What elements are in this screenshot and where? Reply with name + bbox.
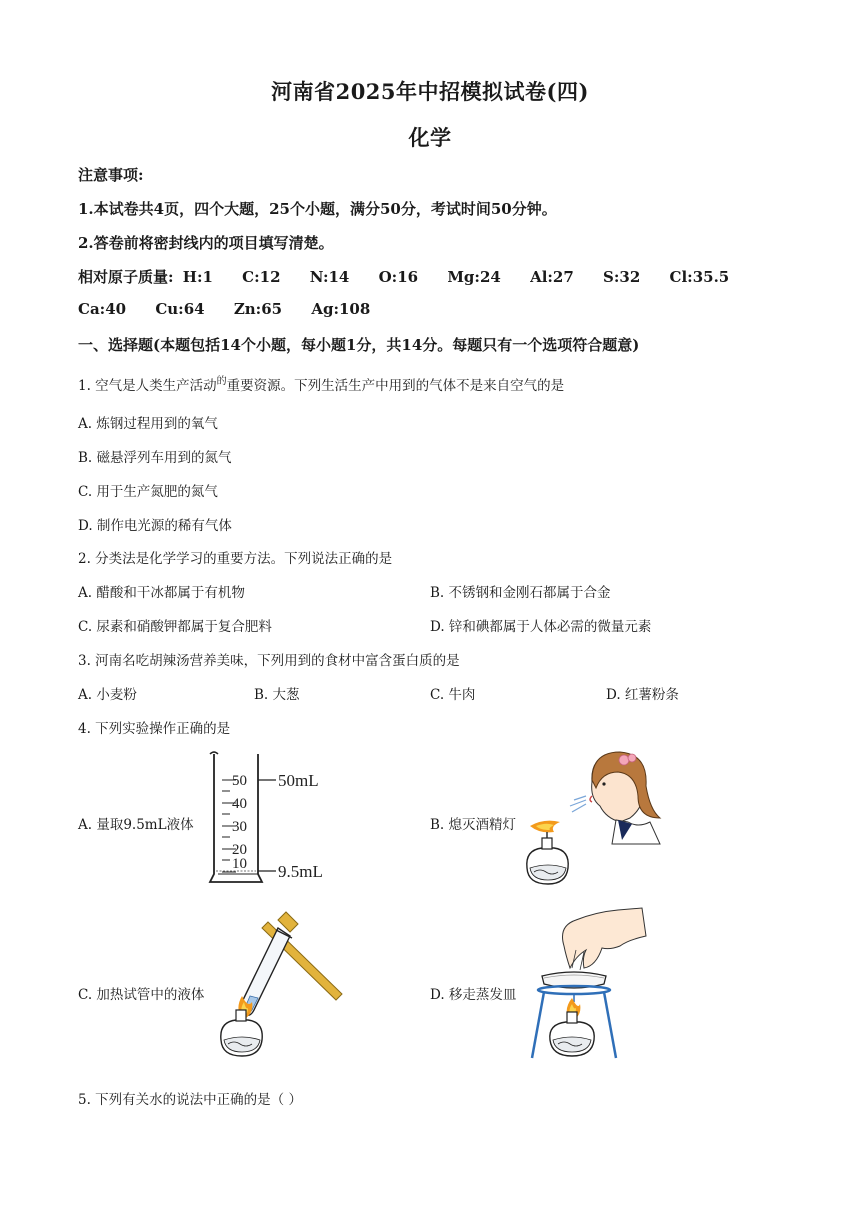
question-1-option-b: B. 磁悬浮列车用到的氮气 [78, 450, 232, 466]
cylinder-tick-label: 50 [232, 773, 247, 789]
atomic-mass-label: 相对原子质量: [78, 268, 174, 286]
question-4-option-d: D. 移走蒸发皿 [430, 987, 517, 1003]
evaporating-dish-figure [524, 906, 654, 1066]
atomic-mass-entry: Ag:108 [311, 300, 371, 318]
question-3-option-d: D. 红薯粉条 [606, 687, 679, 703]
question-1-option-a: A. 炼钢过程用到的氧气 [78, 416, 218, 432]
section-1-heading: 一、选择题(本题包括14个小题，每小题1分，共14分。每题只有一个选项符合题意) [78, 336, 640, 354]
question-2-stem: 2. 分类法是化学学习的重要方法。下列说法正确的是 [78, 551, 393, 567]
cylinder-tick-label: 20 [232, 842, 247, 858]
question-4-option-b: B. 熄灭酒精灯 [430, 817, 517, 833]
notes-heading: 注意事项: [78, 166, 144, 184]
question-2-option-c: C. 尿素和硝酸钾都属于复合肥料 [78, 619, 272, 635]
question-4-option-c: C. 加热试管中的液体 [78, 987, 205, 1003]
cylinder-tick-label: 40 [232, 796, 247, 812]
atomic-mass-entry: Zn:65 [233, 300, 283, 318]
atomic-mass-entry: Al:27 [530, 268, 574, 286]
cylinder-tick-label: 30 [232, 819, 247, 835]
cylinder-label-bottom: 9.5mL [278, 862, 323, 881]
question-3-option-b: B. 大葱 [254, 687, 300, 703]
atomic-mass-entry: Cu:64 [155, 300, 205, 318]
cylinder-tick-label: 10 [232, 856, 247, 872]
question-4-option-a: A. 量取9.5mL液体 [78, 817, 194, 833]
question-2-option-a: A. 醋酸和干冰都属于有机物 [78, 585, 245, 601]
note-item-1: 1.本试卷共4页，四个大题，25个小题，满分50分，考试时间50分钟。 [78, 200, 557, 218]
question-4-stem: 4. 下列实验操作正确的是 [78, 721, 231, 737]
question-3-option-c: C. 牛肉 [430, 687, 476, 703]
atomic-mass-row-2 [78, 300, 394, 318]
question-1-stem-sup: 的 [216, 376, 227, 387]
atomic-mass-entry: O:16 [378, 268, 419, 286]
heating-test-tube-figure [210, 912, 360, 1060]
cylinder-label-top: 50mL [278, 771, 319, 790]
atomic-mass-entry: H:1 [182, 268, 213, 286]
blowing-lamp-figure [520, 748, 670, 890]
question-1-stem-part: 重要资源。下列生活生产中用到的气体不是来自空气的是 [226, 378, 565, 394]
atomic-mass-entry: Mg:24 [447, 268, 501, 286]
subject-title: 化学 [408, 125, 452, 150]
question-2-option-b: B. 不锈钢和金刚石都属于合金 [430, 585, 611, 601]
question-1-stem-part: 1. 空气是人类生产活动 [78, 378, 217, 394]
question-2-option-d: D. 锌和碘都属于人体必需的微量元素 [430, 619, 652, 635]
question-1-option-c: C. 用于生产氮肥的氮气 [78, 484, 218, 500]
atomic-mass-entry: N:14 [309, 268, 350, 286]
question-1-option-d: D. 制作电光源的稀有气体 [78, 518, 232, 534]
graduated-cylinder-figure [200, 748, 340, 890]
atomic-mass-entry: Cl:35.5 [669, 268, 730, 286]
atomic-mass-entry: C:12 [242, 268, 281, 286]
question-5-stem: 5. 下列有关水的说法中正确的是（ ） [78, 1092, 302, 1108]
question-3-option-a: A. 小麦粉 [78, 687, 137, 703]
note-item-2: 2.答卷前将密封线内的项目填写清楚。 [78, 234, 334, 252]
question-3-stem: 3. 河南名吃胡辣汤营养美味，下列用到的食材中富含蛋白质的是 [78, 653, 460, 669]
atomic-mass-row-1 [78, 266, 729, 287]
exam-title: 河南省2025年中招模拟试卷(四) [271, 79, 589, 104]
question-1-stem [78, 374, 564, 394]
atomic-mass-entry: Ca:40 [78, 300, 127, 318]
atomic-mass-entry: S:32 [603, 268, 641, 286]
